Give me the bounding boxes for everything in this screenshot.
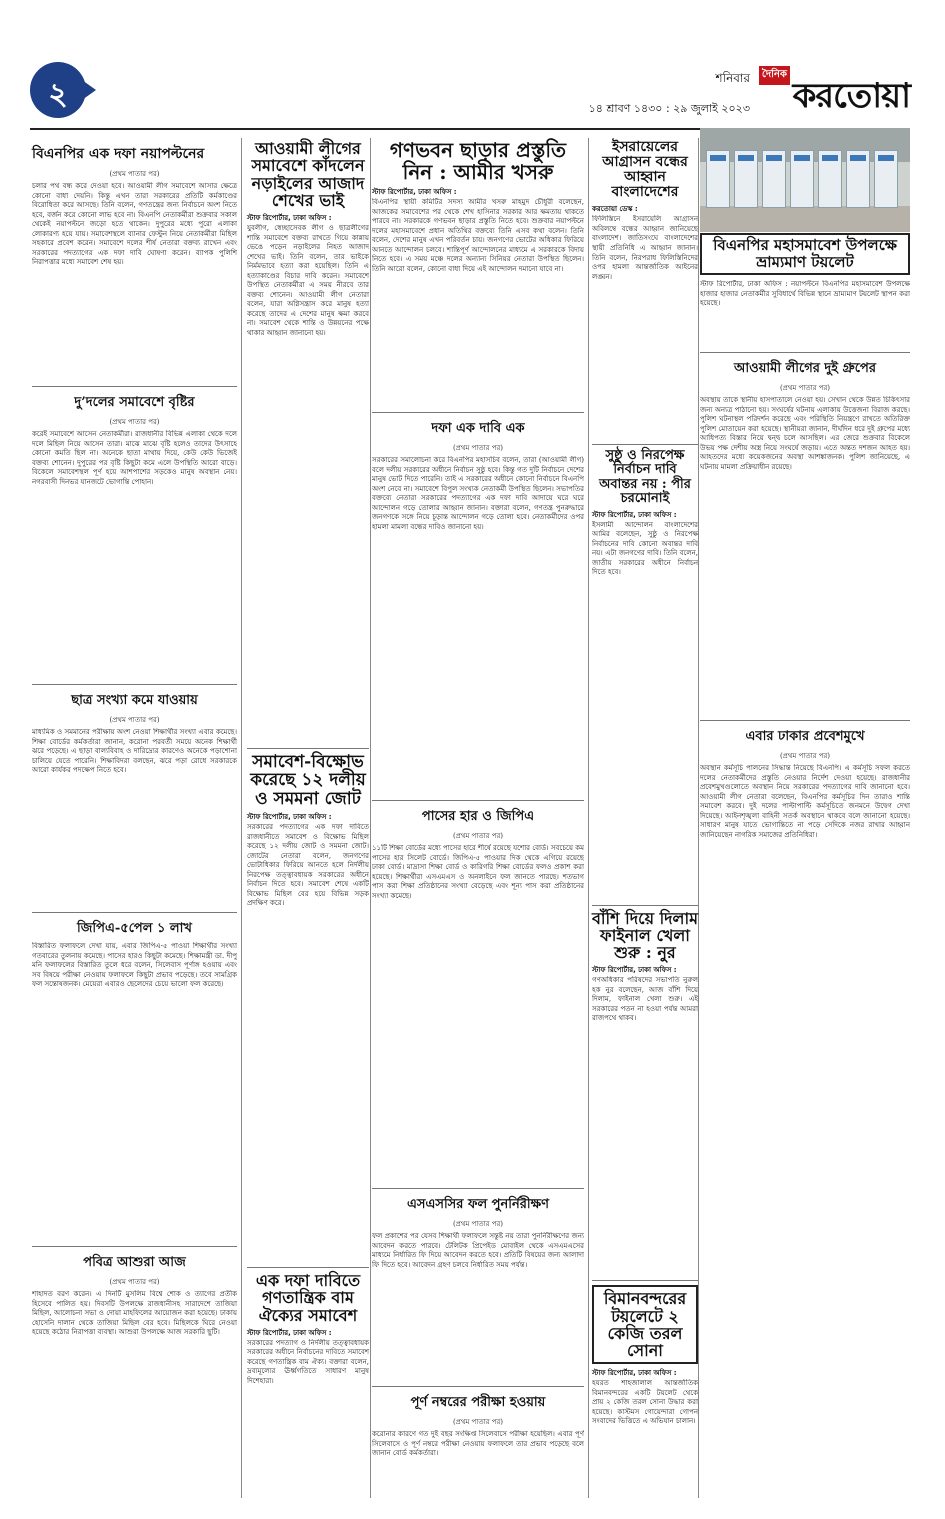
article-headline: জিপিএ-৫পেল ১ লাখ — [77, 921, 192, 936]
article-body: গণঅধিকার পরিষদের সভাপতি নুরুল হক নুর বলেছেন, আজ বাঁশি দিয়ে দিলাম, ফাইনাল খেলা শুরু। এই সরকারের পতন না হওয়া পর্যন্ত আমরা রাজপথে থাকব। — [592, 976, 698, 1023]
masthead-date: ১৪ শ্রাবণ ১৪৩০ : ২৯ জুলাই ২০২৩ — [588, 102, 750, 115]
masthead-day: শনিবার — [715, 71, 750, 85]
column-2 — [247, 138, 369, 1479]
article-headline: ইসরায়েলের আগ্রাসন বন্ধের আহ্বান বাংলাদেশের — [602, 139, 688, 201]
article-byline: স্টাফ রিপোর্টার, ঢাকা অফিস : — [247, 1328, 332, 1337]
article-body: অবস্থায় তাকে স্থানীয় হাসপাতালে নেওয়া হয়। সেখান থেকে উন্নত চিকিৎসার জন্য অন্যত্র পাঠানো হয়। সংঘর্ষের ঘটনায় এলাকায় উত্তেজনা বিরাজ করছে। পুলিশ ঘটনাস্থল পরিদর্শন করেছে এবং পরিস্থিতি নিয়ন্ত্রণে রাখতে অতিরিক্ত পুলিশ মোতায়েন করা হয়েছে। স্থানীয়রা জানান, দীর্ঘদিন ধরে দুই গ্রুপের মধ্যে আধিপত্য বিস্তার নিয়ে দ্বন্দ্ব চলে আসছিল। এর জেরে শুক্রবার বিকেলে উভয় পক্ষ দেশীয় অস্ত্র নিয়ে সংঘর্ষে জড়ায়। এতে অন্তত দশজন আহত হয়। আহতদের মধ্যে কয়েকজনের অবস্থা আশঙ্কাজনক। পুলিশ জানিয়েছে, এ ঘটনায় মামলা প্রক্রিয়াধীন রয়েছে। — [700, 396, 910, 471]
continued-note: (প্রথম পাতার পর) — [452, 444, 504, 453]
article-headline: ছাত্র সংখ্যা কমে যাওয়ায় — [71, 693, 198, 708]
article-body: সরকারের পদত্যাগের এক দফা দাবিতে রাজধানীতে সমাবেশ ও বিক্ষোভ মিছিল করেছে ১২ দলীয় জোট ও সমমনা জোট। জোটের নেতারা বলেন, জনগণের ভোটাধিকার ফিরিয়ে আনতে হলে নির্দলীয় নিরপেক্ষ তত্ত্বাবধায়ক সরকারের অধীনে নির্বাচন দিতে হবে। সমাবেশ শেষে একটি বিক্ষোভ মিছিল বের হয়ে বিভিন্ন সড়ক প্রদক্ষিণ করে। — [247, 823, 369, 908]
continued-note: (প্রথম পাতার পর) — [452, 1418, 504, 1427]
article-headline: এসএসসির ফল পুনর্নিরীক্ষণ — [407, 1197, 549, 1213]
photo-description: স্টাফ রিপোর্টার, ঢাকা অফিস : নয়াপল্টনে বিএনপির মহাসমাবেশ উপলক্ষে হাজার হাজার নেতাকর্মীর সুবিধার্থে বিভিন্ন স্থানে ভ্রাম্যমাণ টয়লেট স্থাপন করা হয়েছে। — [700, 280, 910, 308]
article-byline: স্টাফ রিপোর্টার, ঢাকা অফিস : — [592, 1369, 677, 1378]
continued-note: (প্রথম পাতার পর) — [779, 384, 831, 392]
photo-caption: বিএনপির মহাসমাবেশ উপলক্ষে ভ্রাম্যমাণ টয়লেট — [700, 233, 910, 275]
article-headline: পবিত্র আশুরা আজ — [83, 1255, 186, 1270]
article-body: শাহাদত বরণ করেন। এ দিনটি মুসলিম বিশ্বে শোক ও ত্যাগের প্রতীক হিসেবে পালিত হয়। দিবসটি উপলক্ষে রাজধানীসহ সারাদেশে তাজিয়া মিছিল, আলোচনা সভা ও দোয়া মাহফিলের আয়োজন করা হয়েছে। ঢাকায় হোসেনি দালান থেকে তাজিয়া মিছিল বের হবে। মিছিলকে ঘিরে নেওয়া হয়েছে কঠোর নিরাপত্তা ব্যবস্থা। আশুরা উপলক্ষে আজ সরকারি ছুটি। — [32, 1290, 237, 1337]
column-divider — [698, 138, 699, 1498]
article-byline: স্টাফ রিপোর্টার, ঢাকা অফিস : — [592, 966, 677, 975]
article-headline: পূর্ণ নম্বরের পরীক্ষা হওয়ায় — [410, 1395, 546, 1411]
article-headline: আওয়ামী লীগের সমাবেশে কাঁদলেন নড়াইলের আজাদ শেখের ভাই — [251, 139, 365, 210]
article-body: বিস্তারিত ফলাফলে দেখা যায়, এবার জিপিএ-৫ পাওয়া শিক্ষার্থীর সংখ্যা গতবারের তুলনায় কমেছে। পাসের হারও কিছুটা কমেছে। শিক্ষামন্ত্রী ডা. দীপু মনি ফলাফলের বিস্তারিত তুলে ধরে বলেন, সিলেবাস পূর্ণাঙ্গ হওয়ায় এবং সব বিষয়ে পরীক্ষা নেওয়ায় ফলাফলে কিছুটা প্রভাব পড়েছে। তবে সামগ্রিক ফল সন্তোষজনক। মেয়েরা এবারও ছেলেদের চেয়ে ভালো ফল করেছে। — [32, 942, 237, 989]
article-headline: বিমানবন্দরের টয়লেটে ২ কেজি তরল সোনা — [592, 1285, 698, 1364]
article-byline: করতোয়া ডেস্ক : — [592, 205, 638, 214]
article-body: অবস্থান কর্মসূচি পালনের সিদ্ধান্ত নিয়েছে বিএনপি। এ কর্মসূচি সফল করতে দলের নেতাকর্মীদের প্রস্তুতি নেওয়ার নির্দেশ দেওয়া হয়েছে। রাজধানীর প্রবেশমুখগুলোতে অবস্থান নিয়ে সরকারের পদত্যাগের দাবি জানানো হবে। আওয়ামী লীগ নেতারা বলেছেন, বিএনপির কর্মসূচির দিন তারাও শান্তি সমাবেশ করবে। দুই দলের পাল্টাপাল্টি কর্মসূচিতে জনমনে উদ্বেগ দেখা দিয়েছে। আইনশৃঙ্খলা বাহিনী সতর্ক অবস্থানে থাকবে বলে জানানো হয়েছে। সাধারণ মানুষ যাতে ভোগান্তিতে না পড়ে সেদিকে নজর রাখার আহ্বান জানিয়েছেন নাগরিক সমাজের প্রতিনিধিরা। — [700, 764, 910, 839]
newspaper-logo — [762, 64, 910, 116]
article-body: ফল প্রকাশের পর যেসব শিক্ষার্থী ফলাফলে সন্তুষ্ট নয় তারা পুনর্নিরীক্ষণের জন্য আবেদন করতে পারবে। টেলিটক প্রিপেইড মোবাইল থেকে এসএমএসের মাধ্যমে নির্ধারিত ফি দিয়ে আবেদন করতে হবে। প্রতিটি বিষয়ের জন্য আলাদা ফি দিতে হবে। আবেদন গ্রহণ চলবে নির্ধারিত সময় পর্যন্ত। — [372, 1232, 584, 1269]
continued-note: (প্রথম পাতার পর) — [779, 752, 831, 760]
article-body: বিএনপির স্থায়ী কমিটির সদস্য আমীর খসরু মাহমুদ চৌধুরী বলেছেন, আজকের সমাবেশের পর থেকে শেখ হাসিনার সরকার আর ক্ষমতায় থাকতে পারবে না। সরকারকে গণভবন ছাড়ার প্রস্তুতি নিতে হবে। শুক্রবার নয়াপল্টনে দলের মহাসমাবেশে প্রধান অতিথির বক্তব্যে তিনি এসব কথা বলেন। তিনি বলেন, দেশের মানুষ এখন পরিবর্তন চায়। জনগণের ভোটের অধিকার ফিরিয়ে আনতে আন্দোলন চলবে। শান্তিপূর্ণ আন্দোলনের মাধ্যমে এ সরকারকে বিদায় নিতে হবে। এ সময় মঞ্চে দলের অন্যান্য সিনিয়র নেতারা উপস্থিত ছিলেন। তিনি আরো বলেন, কোনো বাধা দিয়ে এই আন্দোলন দমানো যাবে না। — [372, 198, 584, 273]
column-5 — [700, 280, 910, 1454]
column-divider — [370, 138, 371, 1498]
article-body: করেই সমাবেশে আসেন নেতাকর্মীরা। রাজধানীর বিভিন্ন এলাকা থেকে দলে দলে মিছিল নিয়ে আসেন তারা। মাঝে মাঝে বৃষ্টি হলেও তাদের উৎসাহে কোনো কমতি ছিল না। অনেকে ছাতা মাথায় দিয়ে, কেউ কেউ ভিজেই বক্তব্য শোনেন। দুপুরের পর বৃষ্টি কিছুটা কমে এলে উপস্থিতি আরো বাড়ে। বিকেলে সমাবেশস্থল পূর্ণ হয়ে আশপাশের সড়কেও মানুষ অবস্থান নেয়। নগরবাসী দিনভর যানজটে ভোগান্তি পোহান। — [32, 430, 237, 486]
article-body: চলার পথ বন্ধ করে দেওয়া হবে। আওয়ামী লীগ সমাবেশে আসার ক্ষেত্রে কোনো বাধা দেয়নি। কিন্তু এখন তারা সরকারের প্রতিটি কর্মকাণ্ডের বিরোধিতা করে আসছে। তিনি বলেন, গণতন্ত্রের জন্য নির্বাচনে অংশ নিতে হবে, বর্জন করে কোনো লাভ হবে না। বিএনপি নেতাকর্মীরা শুক্রবার সকাল থেকেই নয়াপল্টনে জড়ো হতে থাকেন। দুপুরের মধ্যে পুরো এলাকা লোকারণ্য হয়ে যায়। সমাবেশস্থলে ব্যানার ফেস্টুন নিয়ে নেতাকর্মীরা মিছিল সহকারে প্রবেশ করেন। সমাবেশে দলের শীর্ষ নেতারা বক্তব্য রাখেন এবং সরকারের পদত্যাগের এক দফা দাবি ঘোষণা করেন। ব্যাপক পুলিশি নিরাপত্তার মধ্যে সমাবেশ শেষ হয়। — [32, 182, 237, 267]
continued-note: (প্রথম পাতার পর) — [452, 832, 504, 841]
article-headline: সমাবেশ-বিক্ষোভ করেছে ১২ দলীয় ও সমমনা জোট — [250, 752, 366, 809]
article-byline: স্টাফ রিপোর্টার, ঢাকা অফিস : — [592, 510, 677, 519]
article-byline: স্টাফ রিপোর্টার, ঢাকা অফিস : — [372, 188, 457, 197]
column-3 — [372, 138, 584, 1519]
column-divider — [241, 138, 242, 1498]
page-number: ২ — [48, 77, 68, 112]
article-body: সরকারের পদত্যাগ ও নির্দলীয় তত্ত্বাবধায়ক সরকারের অধীনে নির্বাচনের দাবিতে সমাবেশ করেছে গণতান্ত্রিক বাম ঐক্য। বক্তারা বলেন, দ্রব্যমূল্যের ঊর্ধ্বগতিতে সাধারণ মানুষ দিশেহারা। — [247, 1338, 369, 1385]
article-body: করোনার কারণে গত দুই বছর সংক্ষিপ্ত সিলেবাসে পরীক্ষা হয়েছিল। এবার পূর্ণ সিলেবাসে ও পূর্ণ নম্বরে পরীক্ষা নেওয়ায় ফলাফলে তার প্রভাব পড়েছে বলে জানান বোর্ড কর্মকর্তারা। — [372, 1430, 584, 1458]
column-4 — [592, 138, 698, 1519]
article-body: মাধ্যমিক ও সমমানের পরীক্ষায় অংশ নেওয়া শিক্ষার্থীর সংখ্যা এবার কমেছে। শিক্ষা বোর্ডের কর্মকর্তারা জানান, করোনা পরবর্তী সময়ে অনেক শিক্ষার্থী ঝরে পড়েছে। এ ছাড়া বাল্যবিবাহ ও দারিদ্র্যের কারণেও অনেকে পড়াশোনা চালিয়ে যেতে পারেনি। শিক্ষাবিদরা বলছেন, ঝরে পড়া রোধে সরকারকে আরো কার্যকর পদক্ষেপ নিতে হবে। — [32, 728, 237, 775]
article-headline: দু’দলের সমাবেশে বৃষ্টির — [74, 395, 195, 410]
article-body: হযরত শাহজালাল আন্তর্জাতিক বিমানবন্দরের একটি টয়লেট থেকে প্রায় ২ কেজি তরল সোনা উদ্ধার করা হয়েছে। কাস্টমস গোয়েন্দারা গোপন সংবাদের ভিত্তিতে এ অভিযান চালান। — [592, 1379, 698, 1426]
article-byline: স্টাফ রিপোর্টার, ঢাকা অফিস : — [247, 214, 332, 223]
logo-main-text: করতোয়া — [792, 76, 910, 116]
article-headline: আওয়ামী লীগের দুই গ্রুপের — [733, 361, 877, 376]
page-number-badge — [30, 62, 86, 118]
article-body: ফিলিস্তিনে ইসরায়েলি আগ্রাসন অবিলম্বে বন্ধের আহ্বান জানিয়েছে বাংলাদেশ। জাতিসংঘে বাংলাদেশের স্থায়ী প্রতিনিধি এ আহ্বান জানান। তিনি বলেন, নিরপরাধ ফিলিস্তিনিদের ওপর হামলা আন্তর্জাতিক আইনের লঙ্ঘন। — [592, 215, 698, 281]
lead-headline: গণভবন ছাড়ার প্রস্তুতি নিন : আমীর খসরু — [389, 138, 567, 184]
column-1 — [32, 138, 237, 1519]
news-photo-portable-toilets — [700, 128, 910, 232]
logo-small-text: দৈনিক — [759, 66, 790, 85]
article-headline: এক দফা দাবিতে গণতান্ত্রিক বাম ঐক্যের সমাবেশ — [255, 1271, 361, 1325]
continued-note: (প্রথম পাতার পর) — [109, 170, 160, 178]
article-headline: বাঁশি দিয়ে দিলাম ফাইনাল খেলা শুরু : নুর — [592, 908, 698, 963]
article-headline: পাসের হার ও জিপিএ — [421, 809, 535, 825]
continued-note: (প্রথম পাতার পর) — [109, 418, 160, 426]
article-headline: সুষ্ঠু ও নিরপেক্ষ নির্বাচন দাবি অবান্তর নয় : পীর চরমোনাই — [599, 448, 691, 506]
article-body: সরকারের সমালোচনা করে বিএনপির মহাসচিব বলেন, তারা (আওয়ামী লীগ) বলে দলীয় সরকারের অধীনে নির্বাচন সুষ্ঠু হবে। কিন্তু গত দুটি নির্বাচনে দেশের মানুষ ভোট দিতে পারেনি। তাই এ সরকারের অধীনে কোনো নির্বাচনে বিএনপি অংশ নেবে না। সমাবেশে বিপুল সংখ্যক নেতাকর্মী উপস্থিত ছিলেন। সভাপতির বক্তব্যে নেতারা সরকারের পদত্যাগের এক দফা দাবি আদায়ে ঘরে ঘরে আন্দোলন গড়ে তোলার আহ্বান জানান। বক্তারা বলেন, গণতন্ত্র পুনরুদ্ধারে জনগণকে সঙ্গে নিয়ে চূড়ান্ত আন্দোলন গড়ে তোলা হবে। নেতাকর্মীদের ওপর হামলা মামলা বন্ধের দাবিও জানানো হয়। — [372, 456, 584, 531]
article-byline: স্টাফ রিপোর্টার, ঢাকা অফিস : — [247, 813, 332, 822]
continued-note: (প্রথম পাতার পর) — [452, 1220, 504, 1229]
article-body: ১১টি শিক্ষা বোর্ডের মধ্যে পাসের হারে শীর্ষে রয়েছে যশোর বোর্ড। সবচেয়ে কম পাসের হার সিলেট বোর্ডে। জিপিএ-৫ পাওয়ার দিক থেকে এগিয়ে রয়েছে ঢাকা বোর্ড। মাদ্রাসা শিক্ষা বোর্ড ও কারিগরি শিক্ষা বোর্ডের ফলও প্রকাশ করা হয়েছে। শিক্ষার্থীরা এসএমএস ও অনলাইনে ফল জানতে পারছে। শতভাগ পাস করা শিক্ষা প্রতিষ্ঠানের সংখ্যা বেড়েছে এবং শূন্য পাস করা প্রতিষ্ঠানের সংখ্যা কমেছে। — [372, 844, 584, 900]
continued-note: (প্রথম পাতার পর) — [109, 1278, 160, 1286]
article-headline: এবার ঢাকার প্রবেশমুখে — [745, 729, 865, 744]
article-body: যুবলীগ, স্বেচ্ছাসেবক লীগ ও ছাত্রলীগের শান্তি সমাবেশে বক্তব্য রাখতে গিয়ে কান্নায় ভেঙে পড়েন নড়াইলের নিহত আজাদ শেখের ভাই। তিনি বলেন, তার ভাইকে নির্মমভাবে হত্যা করা হয়েছিল। তিনি এ হত্যাকাণ্ডের বিচার দাবি করেন। সমাবেশে উপস্থিত নেতাকর্মীরা এ সময় নীরবে তার বক্তব্য শোনেন। আওয়ামী লীগ নেতারা বলেন, যারা অগ্নিসন্ত্রাস করে মানুষ হত্যা করেছে তাদের এ দেশের মানুষ ক্ষমা করবে না। সমাবেশ থেকে শান্তি ও উন্নয়নের পক্ষে থাকার আহ্বান জানানো হয়। — [247, 224, 369, 337]
continued-note: (প্রথম পাতার পর) — [109, 716, 160, 724]
article-body: ইসলামী আন্দোলন বাংলাদেশের আমির বলেছেন, সুষ্ঠু ও নিরপেক্ষ নির্বাচনের দাবি কোনো অবান্তর দাবি নয়। এটা জনগণের দাবি। তিনি বলেন, জাতীয় সরকারের অধীনে নির্বাচন দিতে হবে। — [592, 520, 698, 577]
article-headline: দফা এক দাবি এক — [431, 421, 525, 437]
masthead — [30, 60, 910, 130]
article-headline: বিএনপির এক দফা নয়াপল্টনের — [32, 146, 205, 162]
column-divider — [588, 138, 589, 1498]
